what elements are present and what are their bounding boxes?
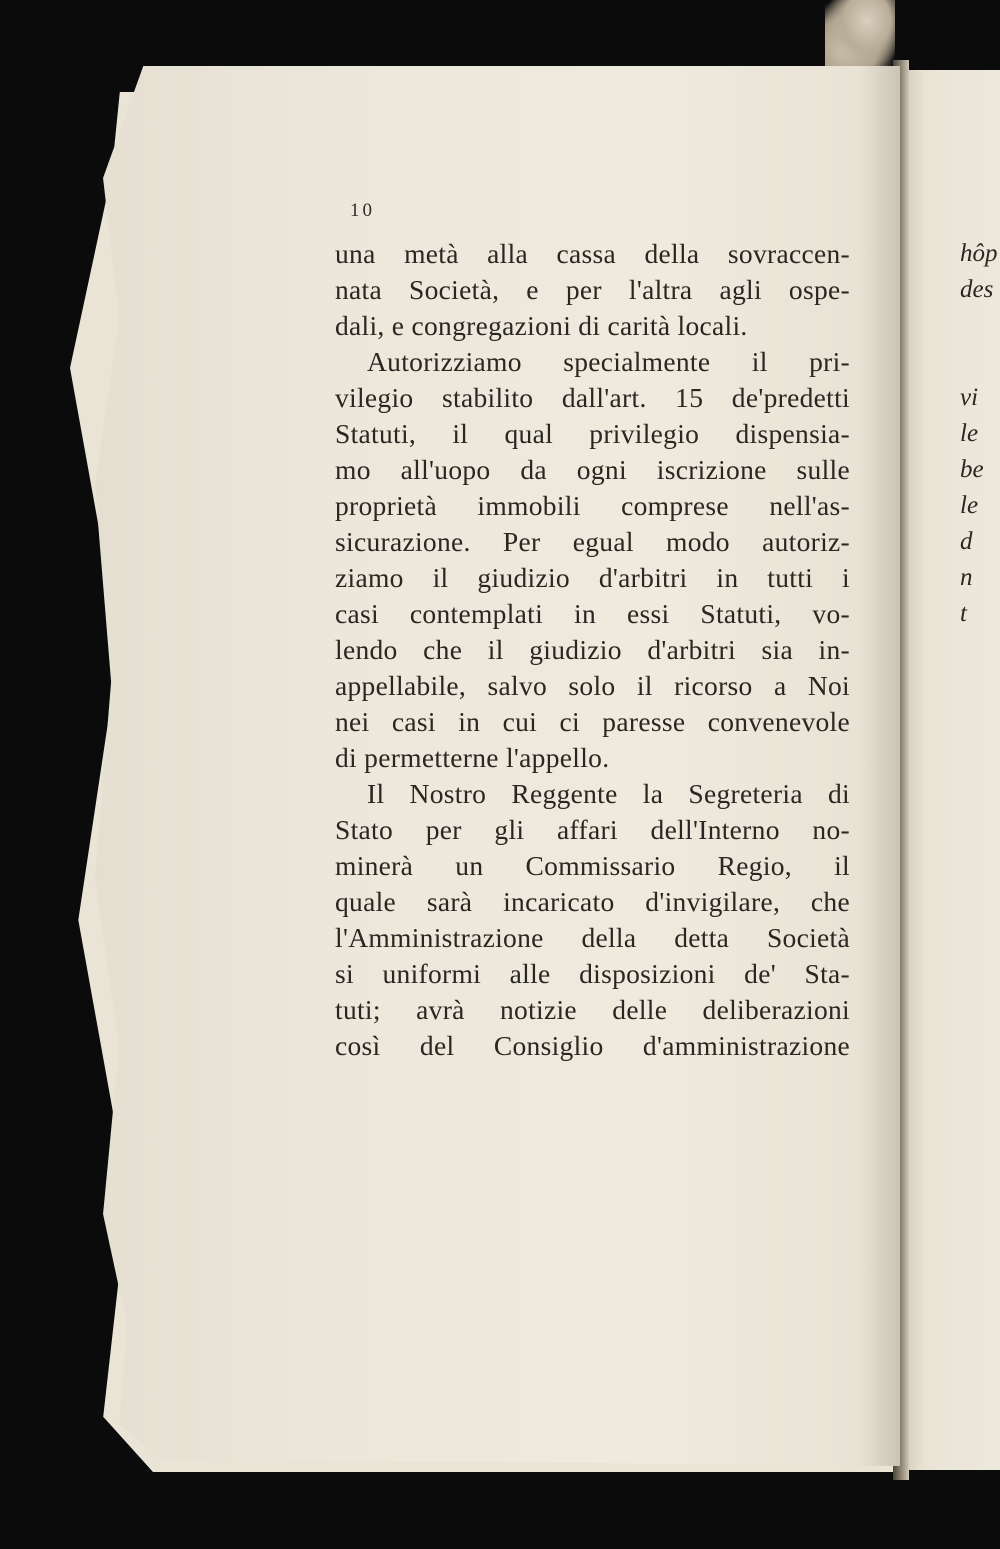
text-line: l'Amministrazione della detta Società xyxy=(335,922,850,953)
binding-cord xyxy=(825,0,895,70)
text-line: Stato per gli affari dell'Interno no- xyxy=(335,814,850,845)
text-line: così del Consiglio d'amministrazione xyxy=(335,1030,850,1061)
facing-text-line: des xyxy=(960,276,994,303)
facing-text-line: hôp xyxy=(960,240,998,267)
text-line: nei casi in cui ci paresse convenevole xyxy=(335,706,850,737)
facing-text-line: le xyxy=(960,492,979,519)
text-line: Statuti, il qual privilegio dispensia- xyxy=(335,418,850,449)
text-line: vilegio stabilito dall'art. 15 de'predetti xyxy=(335,382,850,413)
text-line: di permetterne l'appello. xyxy=(335,742,610,773)
facing-text-line: d xyxy=(960,528,973,555)
text-line: lendo che il giudizio d'arbitri sia in- xyxy=(335,634,850,665)
text-line: mo all'uopo da ogni iscrizione sulle xyxy=(335,454,850,485)
facing-text-line: be xyxy=(960,456,984,483)
facing-text-line xyxy=(948,344,1000,380)
text-line: nata Società, e per l'altra agli ospe- xyxy=(335,274,850,305)
facing-text-line xyxy=(948,308,1000,344)
text-line: minerà un Commissario Regio, il xyxy=(335,850,850,881)
facing-page-text xyxy=(948,236,1000,632)
text-line: sicurazione. Per egual modo autoriz- xyxy=(335,526,850,557)
text-line: Il Nostro Reggente la Segreteria di xyxy=(367,778,850,809)
body-text xyxy=(335,236,850,1064)
text-line: si uniformi alle disposizioni de' Sta- xyxy=(335,958,850,989)
text-line: proprietà immobili comprese nell'as- xyxy=(335,490,850,521)
text-line: quale sarà incaricato d'invigilare, che xyxy=(335,886,850,917)
facing-text-line: vi xyxy=(960,384,979,411)
page-shadow xyxy=(860,66,900,1466)
facing-text-line: le xyxy=(960,420,979,447)
text-line: dali, e congregazioni di carità locali. xyxy=(335,310,748,341)
text-line: ziamo il giudizio d'arbitri in tutti i xyxy=(335,562,850,593)
page-number: 10 xyxy=(350,200,375,221)
facing-text-line: n xyxy=(960,564,973,591)
facing-text-line: t xyxy=(960,600,967,627)
text-line: una metà alla cassa della sovraccen- xyxy=(335,238,850,269)
text-line: appellabile, salvo solo il ricorso a Noi xyxy=(335,670,850,701)
text-line: Autorizziamo specialmente il pri- xyxy=(367,346,850,377)
text-line: tuti; avrà notizie delle deliberazioni xyxy=(335,994,850,1025)
text-line: casi contemplati in essi Statuti, vo- xyxy=(335,598,850,629)
